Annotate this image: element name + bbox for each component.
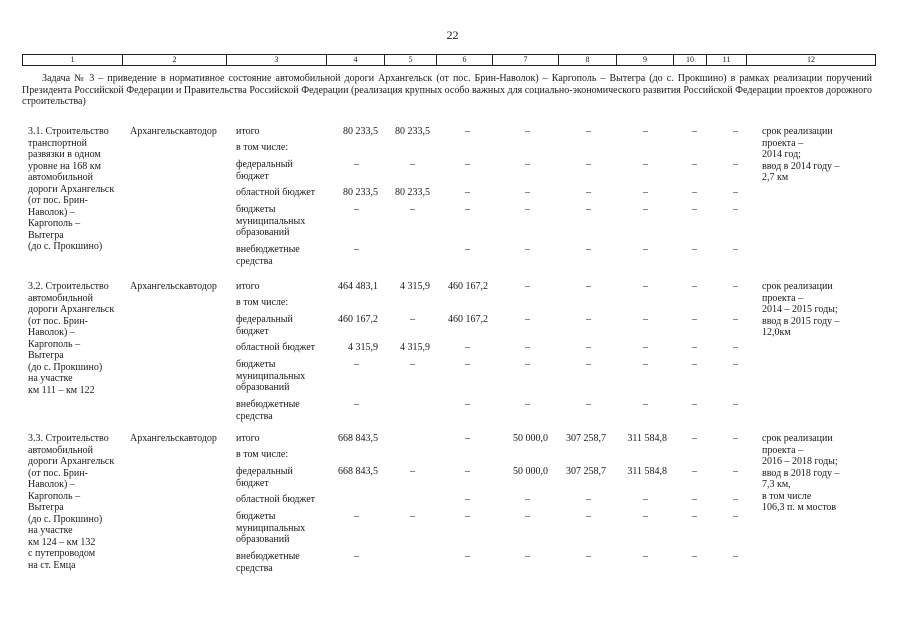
column-number: 10 xyxy=(674,55,707,66)
empty-cell-dash: – xyxy=(692,159,697,170)
empty-cell-dash: – xyxy=(465,126,470,137)
column-number: 3 xyxy=(227,55,327,66)
empty-cell-dash: – xyxy=(733,281,738,292)
empty-cell-dash: – xyxy=(643,359,648,370)
empty-cell-dash: – xyxy=(733,511,738,522)
empty-cell-dash: – xyxy=(354,399,359,410)
project-note: срок реализации проекта – 2014 – 2015 годы; ввод в 2015 году – 12,0км xyxy=(762,281,840,338)
column-number: 9 xyxy=(617,55,674,66)
amount-total: 460 167,2 xyxy=(448,281,488,292)
empty-cell-dash: – xyxy=(643,126,648,137)
funding-source-municipal: бюджеты муниципальных образований xyxy=(236,204,306,238)
amount-reg: 80 233,5 xyxy=(343,187,378,198)
empty-cell-dash: – xyxy=(692,551,697,562)
task-title: Задача № 3 – приведение в нормативное состояние автомобильной дороги Архангельск (от пос. Брин-Наволок) – Каргополь – Вытегра (до с. Прокшино) в рамках реализации поручений Президента Российской Федерации и Правительства Российской Федерации (реализация крупных особо важных для социально-экономического развития Российской Федерации проектов дорожного строительства) xyxy=(22,73,872,107)
empty-cell-dash: – xyxy=(586,244,591,255)
column-number-header xyxy=(22,54,876,66)
funding-source-including: в том числе: xyxy=(236,142,289,153)
empty-cell-dash: – xyxy=(465,466,470,477)
empty-cell-dash: – xyxy=(465,359,470,370)
empty-cell-dash: – xyxy=(525,187,530,198)
empty-cell-dash: – xyxy=(525,399,530,410)
amount-fed: 460 167,2 xyxy=(338,314,378,325)
empty-cell-dash: – xyxy=(733,187,738,198)
amount-fed: 668 843,5 xyxy=(338,466,378,477)
empty-cell-dash: – xyxy=(643,314,648,325)
empty-cell-dash: – xyxy=(733,204,738,215)
empty-cell-dash: – xyxy=(692,466,697,477)
executor: Архангельскавтодор xyxy=(130,126,217,137)
empty-cell-dash: – xyxy=(465,187,470,198)
amount-fed: 311 584,8 xyxy=(627,466,667,477)
empty-cell-dash: – xyxy=(733,159,738,170)
funding-source-including: в том числе: xyxy=(236,297,289,308)
empty-cell-dash: – xyxy=(465,494,470,505)
empty-cell-dash: – xyxy=(692,314,697,325)
empty-cell-dash: – xyxy=(586,342,591,353)
column-number: 4 xyxy=(327,55,385,66)
empty-cell-dash: – xyxy=(692,126,697,137)
column-number: 2 xyxy=(123,55,227,66)
column-number: 6 xyxy=(437,55,493,66)
empty-cell-dash: – xyxy=(586,359,591,370)
funding-source-regional: областной бюджет xyxy=(236,187,316,198)
empty-cell-dash: – xyxy=(525,494,530,505)
empty-cell-dash: – xyxy=(643,399,648,410)
amount-total: 50 000,0 xyxy=(513,433,548,444)
empty-cell-dash: – xyxy=(465,159,470,170)
project-name: 3.3. Строительство автомобильной дороги Архангельск (от пос. Брин- Наволок) – Каргополь – Вытегра (до с. Прокшино) на участке км 124 – км 132 с путепроводом на ст. Емца xyxy=(28,433,115,571)
empty-cell-dash: – xyxy=(692,281,697,292)
funding-source-regional: областной бюджет xyxy=(236,494,316,505)
empty-cell-dash: – xyxy=(354,511,359,522)
empty-cell-dash: – xyxy=(410,314,415,325)
funding-source-regional: областной бюджет xyxy=(236,342,316,353)
empty-cell-dash: – xyxy=(733,551,738,562)
empty-cell-dash: – xyxy=(692,399,697,410)
empty-cell-dash: – xyxy=(586,126,591,137)
funding-source-extrabudgetary: внебюджетные средства xyxy=(236,244,300,267)
empty-cell-dash: – xyxy=(465,399,470,410)
column-number: 5 xyxy=(385,55,437,66)
amount-total: 80 233,5 xyxy=(395,126,430,137)
funding-source-total: итого xyxy=(236,281,260,292)
empty-cell-dash: – xyxy=(692,511,697,522)
empty-cell-dash: – xyxy=(465,511,470,522)
empty-cell-dash: – xyxy=(525,281,530,292)
amount-fed: 50 000,0 xyxy=(513,466,548,477)
funding-source-federal: федеральный бюджет xyxy=(236,466,293,489)
amount-total: 311 584,8 xyxy=(627,433,667,444)
empty-cell-dash: – xyxy=(465,342,470,353)
column-number: 11 xyxy=(707,55,747,66)
empty-cell-dash: – xyxy=(586,281,591,292)
funding-source-including: в том числе: xyxy=(236,449,289,460)
empty-cell-dash: – xyxy=(465,551,470,562)
project-note: срок реализации проекта – 2014 год; ввод в 2014 году – 2,7 км xyxy=(762,126,840,183)
empty-cell-dash: – xyxy=(733,342,738,353)
empty-cell-dash: – xyxy=(733,126,738,137)
column-number: 12 xyxy=(747,55,876,66)
empty-cell-dash: – xyxy=(733,466,738,477)
empty-cell-dash: – xyxy=(733,244,738,255)
empty-cell-dash: – xyxy=(643,342,648,353)
empty-cell-dash: – xyxy=(733,399,738,410)
empty-cell-dash: – xyxy=(525,551,530,562)
amount-reg: 80 233,5 xyxy=(395,187,430,198)
empty-cell-dash: – xyxy=(733,314,738,325)
amount-total: 464 483,1 xyxy=(338,281,378,292)
empty-cell-dash: – xyxy=(692,204,697,215)
funding-source-federal: федеральный бюджет xyxy=(236,159,293,182)
empty-cell-dash: – xyxy=(643,511,648,522)
empty-cell-dash: – xyxy=(525,314,530,325)
funding-source-extrabudgetary: внебюджетные средства xyxy=(236,399,300,422)
empty-cell-dash: – xyxy=(692,244,697,255)
project-note: срок реализации проекта – 2016 – 2018 годы; ввод в 2018 году – 7,3 км, в том числе 106,3 п. м мостов xyxy=(762,433,840,513)
empty-cell-dash: – xyxy=(410,159,415,170)
empty-cell-dash: – xyxy=(586,494,591,505)
empty-cell-dash: – xyxy=(586,159,591,170)
empty-cell-dash: – xyxy=(692,359,697,370)
empty-cell-dash: – xyxy=(643,204,648,215)
empty-cell-dash: – xyxy=(525,359,530,370)
column-number: 8 xyxy=(559,55,617,66)
amount-reg: 4 315,9 xyxy=(348,342,378,353)
empty-cell-dash: – xyxy=(692,342,697,353)
empty-cell-dash: – xyxy=(643,281,648,292)
funding-source-municipal: бюджеты муниципальных образований xyxy=(236,511,306,545)
empty-cell-dash: – xyxy=(410,204,415,215)
funding-source-total: итого xyxy=(236,126,260,137)
empty-cell-dash: – xyxy=(354,551,359,562)
empty-cell-dash: – xyxy=(410,359,415,370)
empty-cell-dash: – xyxy=(586,204,591,215)
empty-cell-dash: – xyxy=(525,204,530,215)
empty-cell-dash: – xyxy=(354,159,359,170)
funding-source-total: итого xyxy=(236,433,260,444)
empty-cell-dash: – xyxy=(525,342,530,353)
empty-cell-dash: – xyxy=(692,187,697,198)
empty-cell-dash: – xyxy=(586,511,591,522)
empty-cell-dash: – xyxy=(643,551,648,562)
column-number: 1 xyxy=(23,55,123,66)
empty-cell-dash: – xyxy=(410,466,415,477)
empty-cell-dash: – xyxy=(525,244,530,255)
empty-cell-dash: – xyxy=(733,433,738,444)
empty-cell-dash: – xyxy=(586,187,591,198)
empty-cell-dash: – xyxy=(643,244,648,255)
empty-cell-dash: – xyxy=(525,511,530,522)
column-number: 7 xyxy=(493,55,559,66)
empty-cell-dash: – xyxy=(465,204,470,215)
empty-cell-dash: – xyxy=(465,433,470,444)
empty-cell-dash: – xyxy=(733,359,738,370)
executor: Архангельскавтодор xyxy=(130,433,217,444)
empty-cell-dash: – xyxy=(586,551,591,562)
funding-source-extrabudgetary: внебюджетные средства xyxy=(236,551,300,574)
amount-total: 4 315,9 xyxy=(400,281,430,292)
empty-cell-dash: – xyxy=(733,494,738,505)
amount-total: 668 843,5 xyxy=(338,433,378,444)
empty-cell-dash: – xyxy=(692,494,697,505)
empty-cell-dash: – xyxy=(692,433,697,444)
empty-cell-dash: – xyxy=(643,159,648,170)
amount-fed: 460 167,2 xyxy=(448,314,488,325)
project-name: 3.2. Строительство автомобильной дороги Архангельск (от пос. Брин- Наволок) – Каргополь – Вытегра (до с. Прокшино) на участке км 111 – км 122 xyxy=(28,281,115,396)
empty-cell-dash: – xyxy=(525,126,530,137)
empty-cell-dash: – xyxy=(354,359,359,370)
empty-cell-dash: – xyxy=(586,314,591,325)
amount-reg: 4 315,9 xyxy=(400,342,430,353)
amount-fed: 307 258,7 xyxy=(566,466,606,477)
empty-cell-dash: – xyxy=(410,511,415,522)
executor: Архангельскавтодор xyxy=(130,281,217,292)
empty-cell-dash: – xyxy=(643,187,648,198)
funding-source-municipal: бюджеты муниципальных образований xyxy=(236,359,306,393)
empty-cell-dash: – xyxy=(354,204,359,215)
empty-cell-dash: – xyxy=(354,244,359,255)
funding-source-federal: федеральный бюджет xyxy=(236,314,293,337)
page-number: 22 xyxy=(446,28,459,42)
project-name: 3.1. Строительство транспортной развязки в одном уровне на 168 км автомобильной дороги Архангельск (от пос. Брин- Наволок) – Каргополь – Вытегра (до с. Прокшино) xyxy=(28,126,115,252)
amount-total: 80 233,5 xyxy=(343,126,378,137)
empty-cell-dash: – xyxy=(586,399,591,410)
empty-cell-dash: – xyxy=(465,244,470,255)
empty-cell-dash: – xyxy=(643,494,648,505)
empty-cell-dash: – xyxy=(525,159,530,170)
amount-total: 307 258,7 xyxy=(566,433,606,444)
